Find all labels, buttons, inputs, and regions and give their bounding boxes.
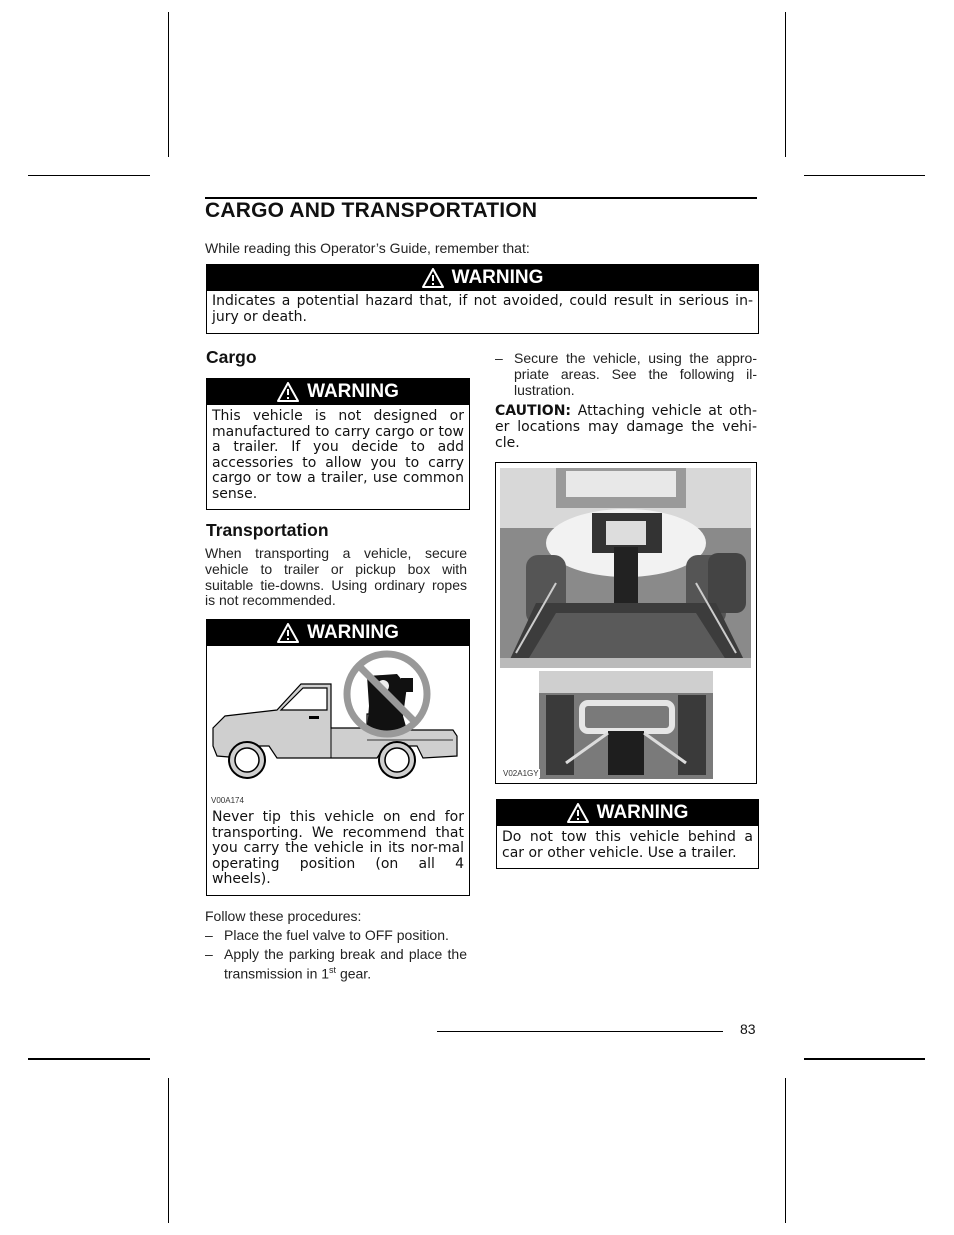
pickup-truck-illustration bbox=[207, 646, 469, 796]
illustration-code: V00A174 bbox=[211, 796, 244, 805]
warning-triangle-icon bbox=[277, 623, 299, 643]
warning-text: Never tip this vehicle on end for transporting. We recommend that you carry the vehicle in its nor-mal operating position (on all 4 wheels). bbox=[212, 809, 464, 887]
list-dash: – bbox=[205, 927, 213, 943]
procedures-intro: Follow these procedures: bbox=[205, 908, 362, 924]
transportation-text: When transporting a vehicle, secure vehicle to trailer or pickup box with suitable tie-downs. Using ordinary ropes is not recommended. bbox=[205, 545, 467, 609]
caution-text bbox=[495, 404, 757, 451]
list-item bbox=[495, 351, 757, 398]
tow-warning-box bbox=[496, 799, 759, 869]
page-number: 83 bbox=[740, 1021, 756, 1037]
general-warning-box bbox=[206, 264, 759, 334]
list-item bbox=[205, 947, 467, 982]
warning-bar bbox=[207, 265, 758, 291]
warning-triangle-icon bbox=[277, 382, 299, 402]
warning-label: WARNING bbox=[307, 381, 399, 402]
list-item-text: Secure the vehicle, using the appro-priate areas. See the following il-lustration. bbox=[514, 350, 757, 398]
crop-mark bbox=[785, 1078, 786, 1223]
list-item-superscript: st bbox=[329, 964, 337, 975]
list-item bbox=[205, 928, 467, 944]
photo-code: V02A1GY bbox=[503, 769, 539, 778]
warning-bar bbox=[207, 379, 469, 405]
list-item-text: Place the fuel valve to OFF position. bbox=[224, 927, 449, 943]
page-title: CARGO AND TRANSPORTATION bbox=[205, 199, 538, 222]
list-item-text: gear. bbox=[336, 965, 372, 982]
crop-mark bbox=[785, 12, 786, 157]
cargo-warning-box bbox=[206, 378, 470, 510]
transportation-heading: Transportation bbox=[206, 520, 329, 540]
crop-mark bbox=[28, 175, 150, 176]
footer-rule bbox=[437, 1031, 723, 1032]
transport-warning-box bbox=[206, 619, 470, 896]
crop-mark bbox=[28, 1058, 150, 1060]
warning-text: Indicates a potential hazard that, if not avoided, could result in serious in-jury or death. bbox=[212, 293, 753, 325]
crop-mark bbox=[168, 12, 169, 157]
warning-bar bbox=[207, 620, 469, 646]
list-item-text: Apply the parking break and place the transmission in 1 bbox=[224, 945, 467, 982]
warning-bar bbox=[497, 800, 758, 826]
caution-body: Attaching vehicle at oth-er locations may damage the vehi-cle. bbox=[495, 403, 757, 451]
tie-down-photo bbox=[495, 462, 757, 784]
warning-label: WARNING bbox=[451, 267, 544, 288]
crop-mark bbox=[168, 1078, 169, 1223]
warning-triangle-icon bbox=[567, 803, 589, 823]
caution-label: CAUTION: bbox=[495, 403, 572, 419]
crop-mark bbox=[804, 1058, 925, 1060]
warning-label: WARNING bbox=[307, 622, 399, 643]
list-dash: – bbox=[205, 945, 213, 962]
warning-triangle-icon bbox=[422, 268, 444, 288]
warning-label: WARNING bbox=[596, 802, 689, 823]
crop-mark bbox=[804, 175, 925, 176]
list-dash: – bbox=[495, 350, 503, 366]
procedures-list-continued bbox=[495, 351, 757, 401]
intro-text: While reading this Operator’s Guide, remember that: bbox=[205, 240, 530, 256]
warning-text: This vehicle is not designed or manufactured to carry cargo or tow a trailer. If you decide to add accessories to allow you to carry cargo or tow a trailer, use common sense. bbox=[212, 408, 464, 502]
tie-down-photo-illustration bbox=[496, 463, 756, 783]
procedures-list bbox=[205, 928, 467, 985]
cargo-heading: Cargo bbox=[206, 347, 257, 367]
warning-text: Do not tow this vehicle behind a car or other vehicle. Use a trailer. bbox=[502, 829, 753, 861]
